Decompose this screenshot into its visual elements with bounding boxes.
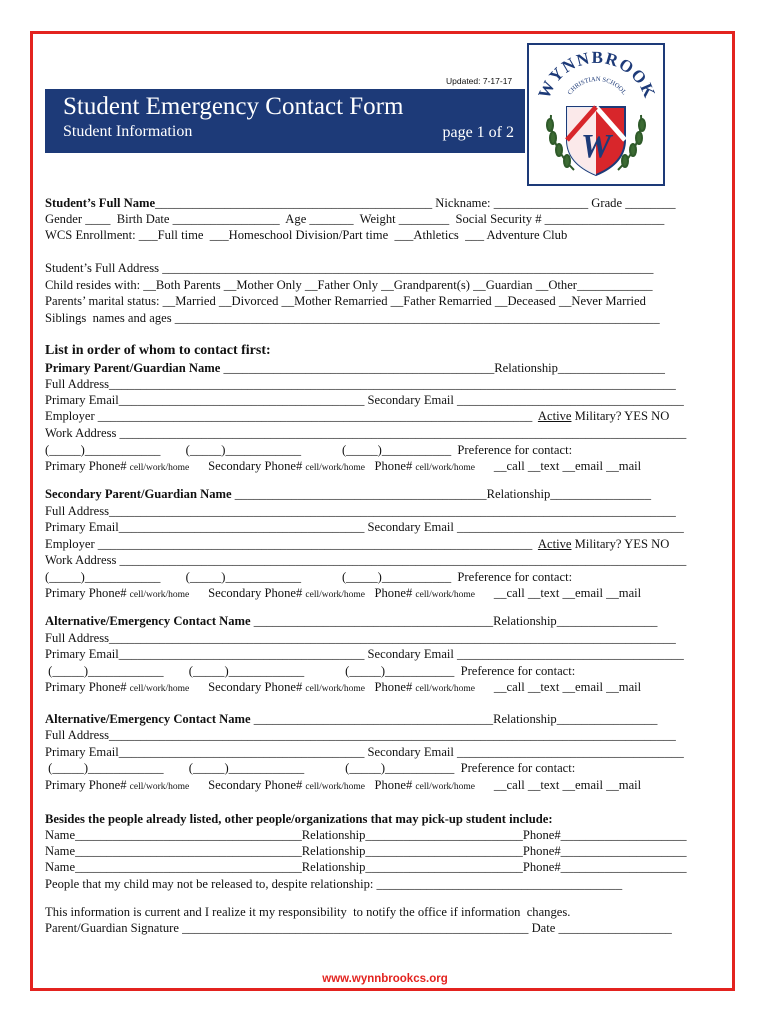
primary-email-line[interactable]: Primary Email_______________________________________ Secondary Email ____________________________________ [45,393,684,407]
student-line-2[interactable]: Gender ____ Birth Date _________________ Age _______ Weight ________ Social Security # ___________________ [45,212,665,226]
alt2-phones-line[interactable]: (_____)____________ (_____)____________ (_____)___________ Preference for contact: [45,761,576,775]
contact-preference-options[interactable]: __call __text __email __mail [475,680,642,694]
primary-phones-line[interactable]: (_____)____________ (_____)____________ (_____)___________ Preference for contact: [45,443,573,457]
active-label: Active [537,537,572,551]
signature-line[interactable]: Parent/Guardian Signature _______________________________________________________ Date __________________ [45,921,672,935]
contact-order-heading: List in order of whom to contact first: [45,343,271,358]
alt2-name-line[interactable]: Alternative/Emergency Contact Name ______________________________________Relationship________________ [45,712,658,726]
alt1-phone-labels: Primary Phone# cell/work/home Secondary Phone# cell/work/home Phone# cell/work/home __call __text __email __mail [45,680,642,694]
student-line-1[interactable]: Student’s Full Name____________________________________________ Nickname: _______________ Grade ________ [45,196,676,210]
school-logo [527,43,665,186]
secondary-email-line[interactable]: Primary Email_______________________________________ Secondary Email ____________________________________ [45,520,684,534]
contact-preference-options[interactable]: __call __text __email __mail [475,586,642,600]
pickup-row[interactable]: Name____________________________________Relationship_________________________Phone#____________________ [45,844,687,858]
pickup-row[interactable]: Name____________________________________Relationship_________________________Phone#____________________ [45,828,687,842]
marital-status-line[interactable]: Parents’ marital status: __Married __Divorced __Mother Remarried __Father Remarried __Deceased __Never Married [45,294,646,308]
pickup-heading: Besides the people already listed, other people/organizations that may pick-up student include: [45,812,553,826]
responsibility-statement: This information is current and I realize it my responsibility to notify the office if information changes. [45,905,571,919]
svg-text:CHRISTIAN SCHOOL [566,76,627,96]
alt1-address-line[interactable]: Full Address__________________________________________________________________________________________ [45,631,676,645]
alt1-phones-line[interactable]: (_____)____________ (_____)____________ (_____)___________ Preference for contact: [45,664,576,678]
resides-with-line[interactable]: Child resides with: __Both Parents __Mother Only __Father Only __Grandparent(s) __Guardian __Other____________ [45,278,653,292]
secondary-name-line[interactable]: Secondary Parent/Guardian Name ________________________________________Relationship________________ [45,487,652,501]
secondary-phones-line[interactable]: (_____)____________ (_____)____________ (_____)___________ Preference for contact: [45,570,573,584]
primary-employer-line[interactable] [45,409,669,424]
primary-phone-labels: Primary Phone# cell/work/home Secondary Phone# cell/work/home Phone# cell/work/home __call __text __email __mail [45,459,642,473]
alt1-name-line[interactable]: Alternative/Emergency Contact Name ______________________________________Relationship________________ [45,614,658,628]
contact-preference-options[interactable]: __call __text __email __mail [475,778,642,792]
logo-letter: W [580,128,612,165]
page-indicator: page 1 of 2 [442,124,514,141]
alt1-email-line[interactable]: Primary Email_______________________________________ Secondary Email ____________________________________ [45,647,684,661]
school-crest-icon [529,45,663,184]
secondary-work-line[interactable]: Work Address __________________________________________________________________________________________ [45,553,687,567]
alt2-email-line[interactable]: Primary Email_______________________________________ Secondary Email ____________________________________ [45,745,684,759]
website-link[interactable]: www.wynnbrookcs.org [322,973,448,985]
logo-text-top: WYNNBROOK [534,47,660,102]
siblings-line[interactable]: Siblings names and ages _____________________________________________________________________________ [45,311,660,325]
primary-name-line[interactable]: Primary Parent/Guardian Name ___________________________________________Relationship_________________ [45,361,665,375]
updated-date: Updated: 7-17-17 [446,76,513,86]
military-label[interactable]: Military? YES NO [571,409,670,423]
secondary-address-line[interactable]: Full Address__________________________________________________________________________________________ [45,504,676,518]
employer-field[interactable]: Employer _____________________________________________________________________ [45,537,538,551]
alt2-address-line[interactable]: Full Address__________________________________________________________________________________________ [45,728,676,742]
military-label[interactable]: Military? YES NO [571,537,670,551]
form-title: Student Emergency Contact Form [63,93,404,120]
employer-field[interactable]: Employer _____________________________________________________________________ [45,409,538,423]
svg-text:WYNNBROOK [534,48,659,102]
active-label: Active [537,409,572,423]
student-address-line[interactable]: Student’s Full Address ______________________________________________________________________________ [45,261,654,275]
pickup-row[interactable]: Name____________________________________Relationship_________________________Phone#____________________ [45,860,687,874]
secondary-phone-labels: Primary Phone# cell/work/home Secondary Phone# cell/work/home Phone# cell/work/home __call __text __email __mail [45,586,642,600]
alt2-phone-labels: Primary Phone# cell/work/home Secondary Phone# cell/work/home Phone# cell/work/home __call __text __email __mail [45,778,642,792]
section-title: Student Information [63,123,193,140]
secondary-employer-line[interactable] [45,537,669,552]
logo-text-inner: CHRISTIAN SCHOOL [566,75,628,97]
contact-preference-options[interactable]: __call __text __email __mail [475,459,642,473]
primary-address-line[interactable]: Full Address__________________________________________________________________________________________ [45,377,676,391]
student-line-3[interactable]: WCS Enrollment: ___Full time ___Homeschool Division/Part time ___Athletics ___ Adventure Club [45,228,568,242]
primary-work-line[interactable]: Work Address __________________________________________________________________________________________ [45,426,687,440]
not-released-line[interactable]: People that my child may not be released to, despite relationship: _______________________________________ [45,877,623,891]
title-banner [45,89,525,153]
